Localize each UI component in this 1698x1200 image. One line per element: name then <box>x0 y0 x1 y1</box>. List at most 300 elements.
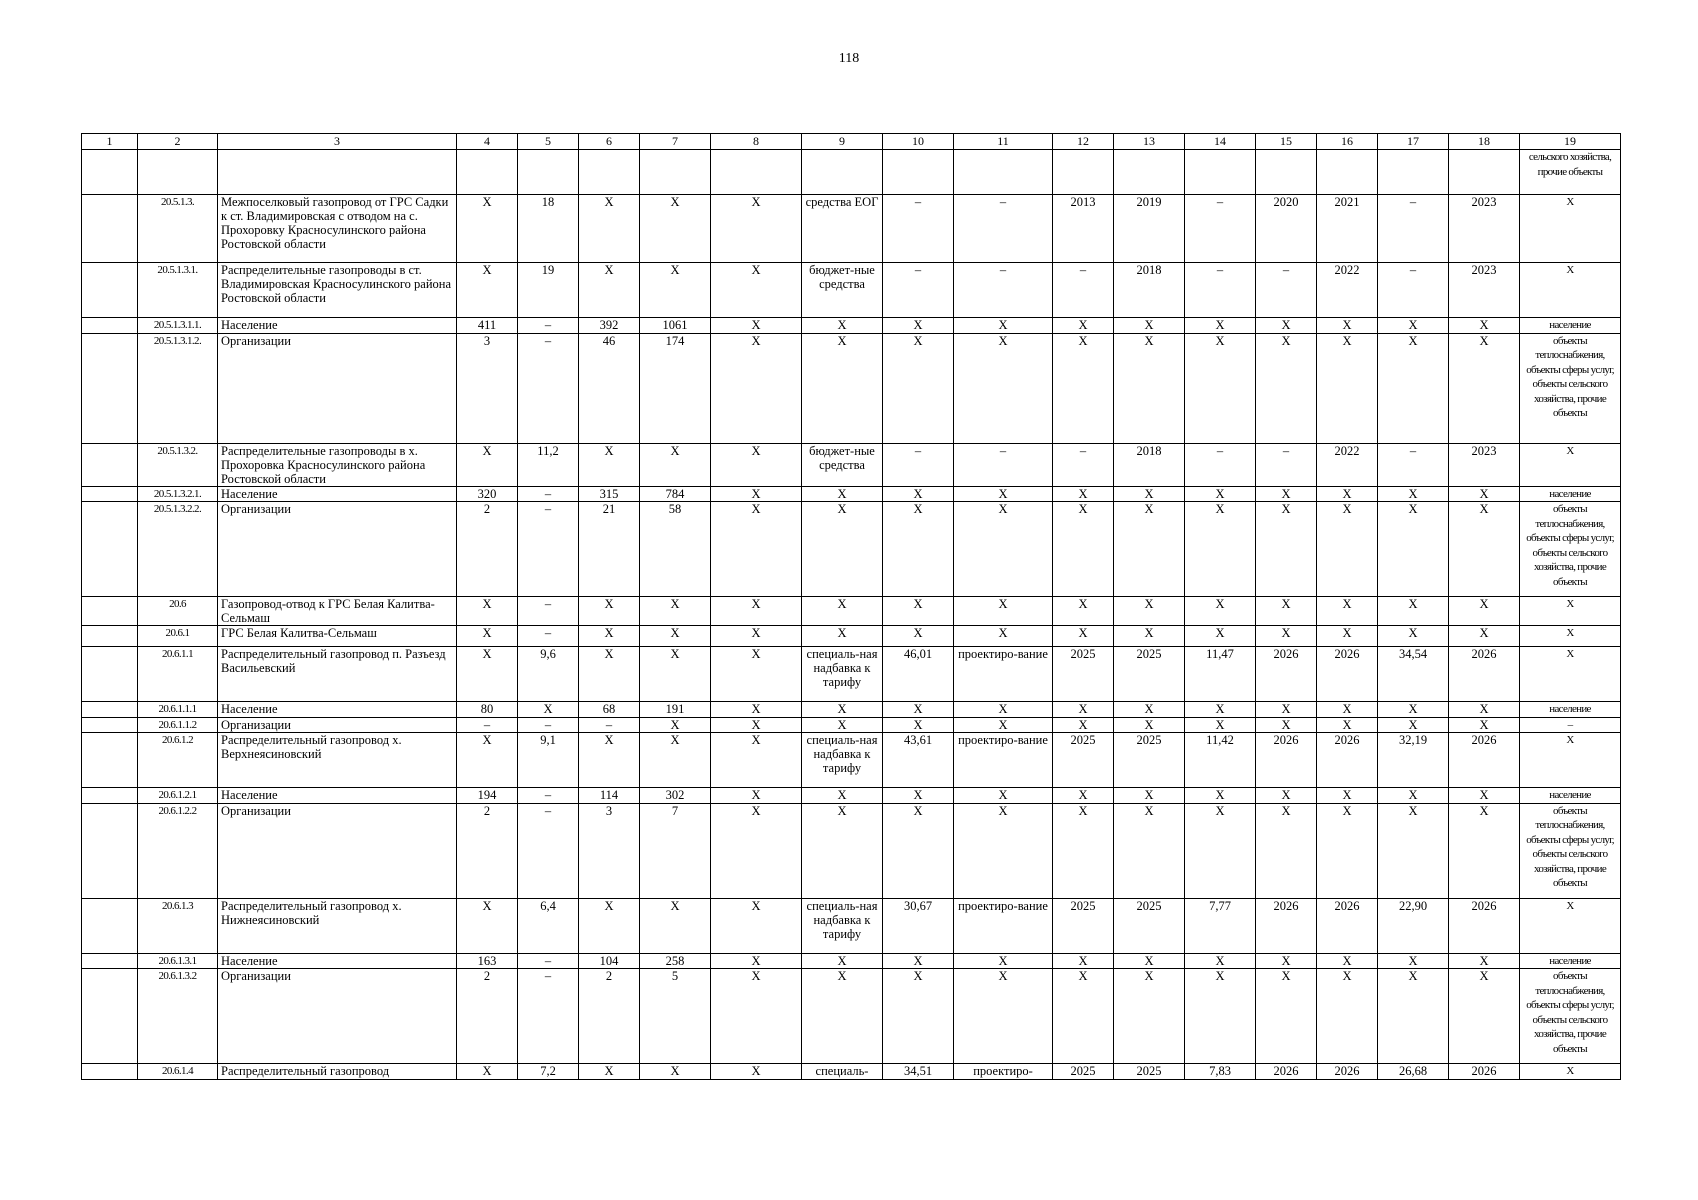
table-cell-col-15: Х <box>1256 702 1317 718</box>
table-cell-col-7: Х <box>640 1064 711 1080</box>
column-header: 5 <box>518 134 579 150</box>
table-cell-col-16: Х <box>1317 969 1378 1064</box>
table-cell-col-16: Х <box>1317 486 1378 502</box>
table-cell-col-6: 392 <box>579 318 640 334</box>
table-cell-col-1 <box>82 626 138 647</box>
table-cell-col-16: Х <box>1317 953 1378 969</box>
table-cell-col-4: Х <box>457 733 518 788</box>
table-cell-col-2: 20.5.1.3. <box>138 195 218 263</box>
table-cell-col-17: Х <box>1378 717 1449 733</box>
table-cell-col-7: Х <box>640 898 711 953</box>
table-cell-col-12: Х <box>1053 803 1114 898</box>
table-cell-col-14: Х <box>1185 502 1256 597</box>
table-cell-col-3: Организации <box>218 717 457 733</box>
table-cell-col-7 <box>640 150 711 195</box>
table-cell-col-2: 20.6.1.3.1 <box>138 953 218 969</box>
table-cell-col-11: Х <box>954 626 1053 647</box>
table-cell-col-18: 2023 <box>1449 443 1520 486</box>
table-cell-col-2: 20.5.1.3.2.2. <box>138 502 218 597</box>
table-cell-col-15: Х <box>1256 597 1317 626</box>
table-cell-col-8 <box>711 150 802 195</box>
table-cell-col-11: Х <box>954 969 1053 1064</box>
table-cell-col-16: Х <box>1317 717 1378 733</box>
table-cell-col-8: Х <box>711 443 802 486</box>
table-cell-col-9: Х <box>802 803 883 898</box>
table-cell-col-5: 9,6 <box>518 647 579 702</box>
table-cell-col-7: 302 <box>640 788 711 804</box>
table-cell-col-12: 2025 <box>1053 1064 1114 1080</box>
table-cell-col-15: Х <box>1256 788 1317 804</box>
table-cell-col-12: Х <box>1053 969 1114 1064</box>
table-cell-col-11: Х <box>954 953 1053 969</box>
table-cell-col-14: 11,42 <box>1185 733 1256 788</box>
table-cell-col-6: Х <box>579 733 640 788</box>
table-cell-col-17: 26,68 <box>1378 1064 1449 1080</box>
table-cell-col-10: Х <box>883 969 954 1064</box>
table-cell-col-2: 20.6.1.3.2 <box>138 969 218 1064</box>
table-cell-col-16: 2026 <box>1317 1064 1378 1080</box>
table-cell-col-9: специаль-ная надбавка к тарифу <box>802 733 883 788</box>
table-cell-col-4: 163 <box>457 953 518 969</box>
table-cell-col-12: Х <box>1053 318 1114 334</box>
table-row <box>82 803 1621 898</box>
table-cell-col-2: 20.5.1.3.2. <box>138 443 218 486</box>
table-cell-col-17: Х <box>1378 788 1449 804</box>
table-row <box>82 788 1621 804</box>
table-cell-col-13: Х <box>1114 333 1185 443</box>
table-row <box>82 318 1621 334</box>
table-cell-col-13: 2025 <box>1114 898 1185 953</box>
page-number: 118 <box>838 51 860 66</box>
table-cell-col-18: Х <box>1449 597 1520 626</box>
table-cell-col-5: – <box>518 502 579 597</box>
table-cell-col-7: Х <box>640 443 711 486</box>
table-cell-col-12: 2025 <box>1053 647 1114 702</box>
table-cell-col-5: – <box>518 803 579 898</box>
table-cell-col-11: Х <box>954 318 1053 334</box>
table-cell-col-4: 3 <box>457 333 518 443</box>
table-cell-col-8: Х <box>711 702 802 718</box>
table-cell-col-15: 2026 <box>1256 898 1317 953</box>
table-cell-col-5: 9,1 <box>518 733 579 788</box>
table-cell-col-5: – <box>518 626 579 647</box>
table-cell-col-7: 258 <box>640 953 711 969</box>
table-cell-col-12: 2013 <box>1053 195 1114 263</box>
table-cell-col-13: 2018 <box>1114 443 1185 486</box>
table-cell-col-11: проектиро-вание <box>954 898 1053 953</box>
table-row <box>82 717 1621 733</box>
table-cell-col-7: Х <box>640 597 711 626</box>
table-cell-col-18: Х <box>1449 486 1520 502</box>
column-header: 14 <box>1185 134 1256 150</box>
table-cell-col-2: 20.5.1.3.1.1. <box>138 318 218 334</box>
table-cell-col-10 <box>883 150 954 195</box>
table-cell-col-16: Х <box>1317 597 1378 626</box>
table-cell-col-1 <box>82 486 138 502</box>
table-cell-col-7: Х <box>640 733 711 788</box>
table-cell-col-2: 20.6.1.4 <box>138 1064 218 1080</box>
table-cell-col-12: Х <box>1053 953 1114 969</box>
table-cell-col-7: 7 <box>640 803 711 898</box>
table-cell-col-7: 58 <box>640 502 711 597</box>
table-cell-col-6: 104 <box>579 953 640 969</box>
column-header: 1 <box>82 134 138 150</box>
column-header: 8 <box>711 134 802 150</box>
table-cell-col-10: Х <box>883 788 954 804</box>
column-header: 18 <box>1449 134 1520 150</box>
table-cell-col-18 <box>1449 150 1520 195</box>
table-cell-col-10: 43,61 <box>883 733 954 788</box>
table-cell-col-5: 19 <box>518 263 579 318</box>
table-cell-col-6: Х <box>579 647 640 702</box>
table-cell-col-12 <box>1053 150 1114 195</box>
table-row <box>82 898 1621 953</box>
table-cell-col-9: бюджет-ные средства <box>802 263 883 318</box>
table-cell-col-4: – <box>457 717 518 733</box>
table-cell-col-6: 315 <box>579 486 640 502</box>
table-cell-col-19: население <box>1520 953 1621 969</box>
table-cell-col-18: 2023 <box>1449 195 1520 263</box>
table-cell-col-6: Х <box>579 898 640 953</box>
table-cell-col-19: население <box>1520 486 1621 502</box>
table-cell-col-6: 21 <box>579 502 640 597</box>
table-cell-col-14: Х <box>1185 803 1256 898</box>
table-cell-col-19: объекты теплоснабжения, объекты сферы услуг, объекты сельского хозяйства, прочие объекты <box>1520 502 1621 597</box>
table-cell-col-4: Х <box>457 898 518 953</box>
table-cell-col-3: Распределительные газопроводы в х. Прохоровка Красносулинского района Ростовской области <box>218 443 457 486</box>
table-cell-col-6: – <box>579 717 640 733</box>
table-row <box>82 626 1621 647</box>
table-cell-col-10: – <box>883 263 954 318</box>
table-cell-col-17: Х <box>1378 626 1449 647</box>
table-cell-col-7: 1061 <box>640 318 711 334</box>
table-cell-col-14: Х <box>1185 717 1256 733</box>
table-cell-col-15: Х <box>1256 969 1317 1064</box>
table-cell-col-6: 2 <box>579 969 640 1064</box>
table-cell-col-8: Х <box>711 953 802 969</box>
table-cell-col-6: 68 <box>579 702 640 718</box>
table-cell-col-15: Х <box>1256 333 1317 443</box>
table-cell-col-18: 2026 <box>1449 733 1520 788</box>
table-cell-col-3: Газопровод-отвод к ГРС Белая Калитва-Сельмаш <box>218 597 457 626</box>
table-cell-col-11: – <box>954 443 1053 486</box>
table-cell-col-4 <box>457 150 518 195</box>
table-cell-col-7: Х <box>640 626 711 647</box>
table-cell-col-14: – <box>1185 195 1256 263</box>
table-row <box>82 647 1621 702</box>
table-cell-col-18: Х <box>1449 788 1520 804</box>
table-cell-col-7: 784 <box>640 486 711 502</box>
table-cell-col-6: Х <box>579 597 640 626</box>
column-header: 3 <box>218 134 457 150</box>
table-cell-col-1 <box>82 1064 138 1080</box>
table-cell-col-3: Население <box>218 788 457 804</box>
column-header: 10 <box>883 134 954 150</box>
table-cell-col-3: Распределительный газопровод х. Нижнеясиновский <box>218 898 457 953</box>
table-cell-col-14: – <box>1185 263 1256 318</box>
table-cell-col-9: специаль-ная надбавка к тарифу <box>802 898 883 953</box>
table-cell-col-6: Х <box>579 443 640 486</box>
table-cell-col-19: Х <box>1520 443 1621 486</box>
table-cell-col-5: Х <box>518 702 579 718</box>
table-row <box>82 333 1621 443</box>
table-cell-col-10: Х <box>883 486 954 502</box>
table-cell-col-18: Х <box>1449 953 1520 969</box>
table-cell-col-12: Х <box>1053 788 1114 804</box>
table-cell-col-2 <box>138 150 218 195</box>
table-cell-col-18: 2026 <box>1449 647 1520 702</box>
table-cell-col-12: Х <box>1053 486 1114 502</box>
table-cell-col-1 <box>82 502 138 597</box>
table-cell-col-8: Х <box>711 626 802 647</box>
table-cell-col-13: 2025 <box>1114 733 1185 788</box>
table-cell-col-16: Х <box>1317 788 1378 804</box>
table-cell-col-7: Х <box>640 263 711 318</box>
table-cell-col-11: Х <box>954 788 1053 804</box>
table-cell-col-17: Х <box>1378 486 1449 502</box>
table-cell-col-15: Х <box>1256 486 1317 502</box>
table-cell-col-11: Х <box>954 717 1053 733</box>
table-cell-col-19: сельского хозяйства, прочие объекты <box>1520 150 1621 195</box>
table-cell-col-3: Распределительные газопроводы в ст. Владимировская Красносулинского района Ростовской области <box>218 263 457 318</box>
table-cell-col-13: Х <box>1114 626 1185 647</box>
table-cell-col-13: Х <box>1114 969 1185 1064</box>
table-cell-col-18: 2026 <box>1449 898 1520 953</box>
table-cell-col-14: Х <box>1185 626 1256 647</box>
table-cell-col-7: 191 <box>640 702 711 718</box>
table-cell-col-3: Население <box>218 953 457 969</box>
table-cell-col-9: бюджет-ные средства <box>802 443 883 486</box>
table-cell-col-11: проектиро-вание <box>954 647 1053 702</box>
table-cell-col-8: Х <box>711 502 802 597</box>
table-cell-col-9: Х <box>802 702 883 718</box>
table-cell-col-17: Х <box>1378 803 1449 898</box>
table-cell-col-12: Х <box>1053 597 1114 626</box>
table-cell-col-13: Х <box>1114 803 1185 898</box>
table-cell-col-14: Х <box>1185 953 1256 969</box>
table-cell-col-13: Х <box>1114 486 1185 502</box>
table-cell-col-6: 46 <box>579 333 640 443</box>
column-header: 11 <box>954 134 1053 150</box>
table-cell-col-9: специаль- <box>802 1064 883 1080</box>
column-header: 4 <box>457 134 518 150</box>
table-cell-col-6: Х <box>579 626 640 647</box>
table-cell-col-19: объекты теплоснабжения, объекты сферы услуг, объекты сельского хозяйства, прочие объекты <box>1520 969 1621 1064</box>
table-cell-col-5: – <box>518 333 579 443</box>
table-cell-col-10: Х <box>883 597 954 626</box>
table-cell-col-10: – <box>883 443 954 486</box>
column-header: 19 <box>1520 134 1621 150</box>
table-cell-col-12: 2025 <box>1053 733 1114 788</box>
table-cell-col-11: Х <box>954 486 1053 502</box>
column-header: 16 <box>1317 134 1378 150</box>
table-cell-col-9: Х <box>802 953 883 969</box>
table-cell-col-5: – <box>518 597 579 626</box>
table-cell-col-3: Организации <box>218 333 457 443</box>
table-cell-col-2: 20.6.1.2.2 <box>138 803 218 898</box>
table-cell-col-10: 34,51 <box>883 1064 954 1080</box>
table-cell-col-5: – <box>518 969 579 1064</box>
table-cell-col-9: Х <box>802 502 883 597</box>
table-cell-col-10: Х <box>883 803 954 898</box>
table-cell-col-10: 30,67 <box>883 898 954 953</box>
table-cell-col-8: Х <box>711 333 802 443</box>
table-cell-col-14: Х <box>1185 318 1256 334</box>
table-cell-col-18: Х <box>1449 333 1520 443</box>
table-cell-col-7: 174 <box>640 333 711 443</box>
table-cell-col-19: население <box>1520 788 1621 804</box>
table-cell-col-1 <box>82 263 138 318</box>
table-cell-col-8: Х <box>711 733 802 788</box>
table-cell-col-19: – <box>1520 717 1621 733</box>
table-cell-col-15 <box>1256 150 1317 195</box>
table-cell-col-3: Организации <box>218 502 457 597</box>
table-cell-col-7: Х <box>640 717 711 733</box>
table-cell-col-19: население <box>1520 702 1621 718</box>
table-cell-col-14: Х <box>1185 702 1256 718</box>
table-cell-col-2: 20.5.1.3.1. <box>138 263 218 318</box>
table-cell-col-18: Х <box>1449 717 1520 733</box>
table-cell-col-19: население <box>1520 318 1621 334</box>
table-cell-col-9: Х <box>802 486 883 502</box>
column-header: 7 <box>640 134 711 150</box>
column-header: 12 <box>1053 134 1114 150</box>
table-cell-col-4: 80 <box>457 702 518 718</box>
table-cell-col-8: Х <box>711 486 802 502</box>
table-cell-col-5 <box>518 150 579 195</box>
table-cell-col-13: Х <box>1114 717 1185 733</box>
table-cell-col-3 <box>218 150 457 195</box>
table-row <box>82 150 1621 195</box>
table-cell-col-17: Х <box>1378 318 1449 334</box>
table-cell-col-19: объекты теплоснабжения, объекты сферы услуг, объекты сельского хозяйства, прочие объекты <box>1520 803 1621 898</box>
table-row <box>82 597 1621 626</box>
table-cell-col-12: Х <box>1053 717 1114 733</box>
table-cell-col-9: специаль-ная надбавка к тарифу <box>802 647 883 702</box>
table-cell-col-2: 20.6.1.1.2 <box>138 717 218 733</box>
table-cell-col-6: Х <box>579 1064 640 1080</box>
table-cell-col-13: 2025 <box>1114 1064 1185 1080</box>
table-cell-col-1 <box>82 953 138 969</box>
table-cell-col-14: 7,77 <box>1185 898 1256 953</box>
table-cell-col-4: 2 <box>457 502 518 597</box>
table-cell-col-4: 194 <box>457 788 518 804</box>
table-cell-col-13: Х <box>1114 318 1185 334</box>
table-cell-col-14: Х <box>1185 486 1256 502</box>
table-row <box>82 1064 1621 1080</box>
table-cell-col-16: Х <box>1317 333 1378 443</box>
table-cell-col-9: Х <box>802 318 883 334</box>
table-cell-col-15: Х <box>1256 803 1317 898</box>
table-cell-col-5: 11,2 <box>518 443 579 486</box>
table-body <box>82 150 1621 1080</box>
column-header: 15 <box>1256 134 1317 150</box>
table-cell-col-12: Х <box>1053 626 1114 647</box>
table-cell-col-1 <box>82 318 138 334</box>
table-row <box>82 195 1621 263</box>
table-cell-col-15: 2026 <box>1256 1064 1317 1080</box>
table-cell-col-9: Х <box>802 597 883 626</box>
table-cell-col-7: Х <box>640 647 711 702</box>
table-cell-col-16: 2026 <box>1317 647 1378 702</box>
table-cell-col-8: Х <box>711 195 802 263</box>
table-cell-col-4: Х <box>457 443 518 486</box>
table-cell-col-8: Х <box>711 1064 802 1080</box>
table-cell-col-7: Х <box>640 195 711 263</box>
table-cell-col-17: 32,19 <box>1378 733 1449 788</box>
table-cell-col-16: Х <box>1317 803 1378 898</box>
table-row <box>82 969 1621 1064</box>
table-cell-col-17: 22,90 <box>1378 898 1449 953</box>
table-cell-col-11: Х <box>954 597 1053 626</box>
table-cell-col-1 <box>82 969 138 1064</box>
table-cell-col-1 <box>82 647 138 702</box>
table-cell-col-18: Х <box>1449 803 1520 898</box>
table-cell-col-2: 20.5.1.3.2.1. <box>138 486 218 502</box>
table-cell-col-19: Х <box>1520 263 1621 318</box>
table-cell-col-16: Х <box>1317 702 1378 718</box>
table-cell-col-9: Х <box>802 788 883 804</box>
table-cell-col-10: Х <box>883 333 954 443</box>
table-cell-col-8: Х <box>711 898 802 953</box>
table-cell-col-2: 20.6.1.1 <box>138 647 218 702</box>
table-cell-col-17: Х <box>1378 333 1449 443</box>
table-cell-col-2: 20.6.1.2.1 <box>138 788 218 804</box>
column-header: 13 <box>1114 134 1185 150</box>
table-cell-col-2: 20.6.1 <box>138 626 218 647</box>
table-cell-col-16: 2026 <box>1317 898 1378 953</box>
table-cell-col-5: – <box>518 953 579 969</box>
table-cell-col-11: Х <box>954 502 1053 597</box>
table-cell-col-8: Х <box>711 803 802 898</box>
table-cell-col-3: Организации <box>218 969 457 1064</box>
table-cell-col-3: Межпоселковый газопровод от ГРС Садки к ст. Владимировская с отводом на с. Прохоровку Красносулинского района Ростовской области <box>218 195 457 263</box>
table-cell-col-11: проектиро-вание <box>954 733 1053 788</box>
table-cell-col-1 <box>82 702 138 718</box>
table-cell-col-18: Х <box>1449 702 1520 718</box>
table-cell-col-4: Х <box>457 263 518 318</box>
table-cell-col-1 <box>82 150 138 195</box>
table-cell-col-1 <box>82 898 138 953</box>
table-cell-col-5: – <box>518 788 579 804</box>
table-cell-col-4: 2 <box>457 803 518 898</box>
table-cell-col-17: – <box>1378 263 1449 318</box>
table-cell-col-4: 411 <box>457 318 518 334</box>
table-cell-col-1 <box>82 443 138 486</box>
table-cell-col-10: Х <box>883 626 954 647</box>
table-cell-col-14: Х <box>1185 597 1256 626</box>
table-cell-col-15: Х <box>1256 626 1317 647</box>
table-cell-col-9: Х <box>802 717 883 733</box>
table-cell-col-3: Население <box>218 486 457 502</box>
table-cell-col-14: Х <box>1185 969 1256 1064</box>
table-cell-col-15: Х <box>1256 502 1317 597</box>
table-row <box>82 502 1621 597</box>
table-cell-col-8: Х <box>711 647 802 702</box>
table-cell-col-9: средства ЕОГ <box>802 195 883 263</box>
table-cell-col-7: 5 <box>640 969 711 1064</box>
table-cell-col-8: Х <box>711 263 802 318</box>
table-cell-col-8: Х <box>711 597 802 626</box>
table-cell-col-1 <box>82 803 138 898</box>
table-cell-col-16: Х <box>1317 318 1378 334</box>
table-cell-col-17: Х <box>1378 502 1449 597</box>
table-header <box>82 134 1621 150</box>
table-cell-col-17: Х <box>1378 953 1449 969</box>
table-cell-col-2: 20.6.1.1.1 <box>138 702 218 718</box>
table-cell-col-14: – <box>1185 443 1256 486</box>
table-cell-col-15: 2026 <box>1256 733 1317 788</box>
